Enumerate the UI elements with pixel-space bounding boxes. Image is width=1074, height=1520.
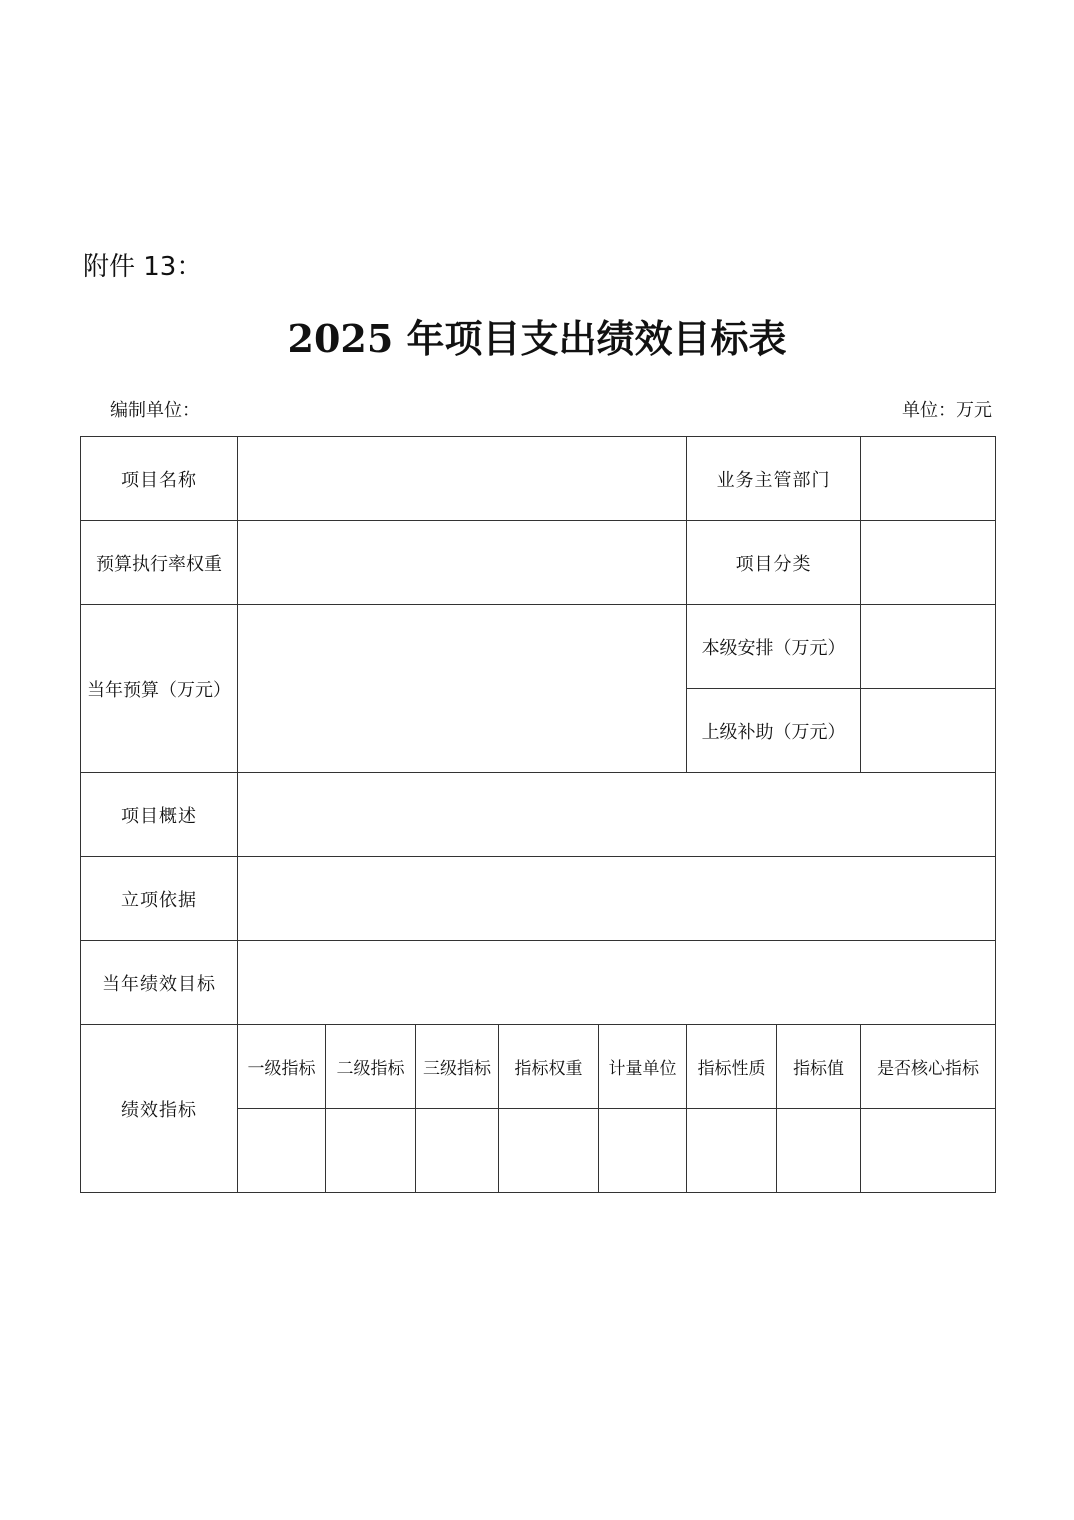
overview-label: 项目概述	[81, 773, 238, 857]
annual-goal-label: 当年绩效目标	[81, 941, 238, 1025]
performance-target-table	[80, 436, 996, 1193]
compiler-label: 编制单位：	[110, 400, 200, 421]
table-row	[81, 437, 996, 521]
indicator-header-unit: 计量单位	[599, 1025, 687, 1109]
indicator-core-cell[interactable]	[861, 1109, 996, 1193]
local-arrangement-value-cell[interactable]	[861, 605, 996, 689]
indicator-header-core: 是否核心指标	[861, 1025, 996, 1109]
basis-value-cell[interactable]	[238, 857, 996, 941]
overview-value-cell[interactable]	[238, 773, 996, 857]
superior-subsidy-value-cell[interactable]	[861, 689, 996, 773]
indicators-label: 绩效指标	[81, 1025, 238, 1193]
annual-budget-value-cell[interactable]	[238, 605, 687, 773]
indicator-header-level1: 一级指标	[238, 1025, 326, 1109]
project-category-value-cell[interactable]	[861, 521, 996, 605]
indicator-level3-cell[interactable]	[416, 1109, 499, 1193]
project-name-value-cell[interactable]	[238, 437, 687, 521]
page-title: 2025 年项目支出绩效目标表	[287, 316, 787, 361]
exec-rate-weight-value-cell[interactable]	[238, 521, 687, 605]
project-category-label: 项目分类	[687, 521, 861, 605]
indicator-level2-cell[interactable]	[326, 1109, 416, 1193]
annual-goal-value-cell[interactable]	[238, 941, 996, 1025]
indicator-header-level3: 三级指标	[416, 1025, 499, 1109]
indicator-level1-cell[interactable]	[238, 1109, 326, 1193]
local-arrangement-label: 本级安排（万元）	[687, 605, 861, 689]
table-row	[81, 521, 996, 605]
indicator-weight-cell[interactable]	[499, 1109, 599, 1193]
annual-budget-label: 当年预算（万元）	[81, 605, 238, 773]
department-label: 业务主管部门	[687, 437, 861, 521]
indicator-value-cell[interactable]	[777, 1109, 861, 1193]
table-row	[81, 941, 996, 1025]
indicator-header-nature: 指标性质	[687, 1025, 777, 1109]
table-row	[81, 857, 996, 941]
table-row	[81, 1025, 996, 1109]
indicator-header-weight: 指标权重	[499, 1025, 599, 1109]
indicator-unit-cell[interactable]	[599, 1109, 687, 1193]
basis-label: 立项依据	[81, 857, 238, 941]
department-value-cell[interactable]	[861, 437, 996, 521]
exec-rate-weight-label: 预算执行率权重	[81, 521, 238, 605]
attachment-number: 附件 13：	[83, 252, 203, 282]
unit-label: 单位：万元	[902, 400, 992, 421]
indicator-header-level2: 二级指标	[326, 1025, 416, 1109]
superior-subsidy-label: 上级补助（万元）	[687, 689, 861, 773]
table-row	[81, 605, 996, 689]
project-name-label: 项目名称	[81, 437, 238, 521]
indicator-header-value: 指标值	[777, 1025, 861, 1109]
indicator-nature-cell[interactable]	[687, 1109, 777, 1193]
table-row	[81, 773, 996, 857]
